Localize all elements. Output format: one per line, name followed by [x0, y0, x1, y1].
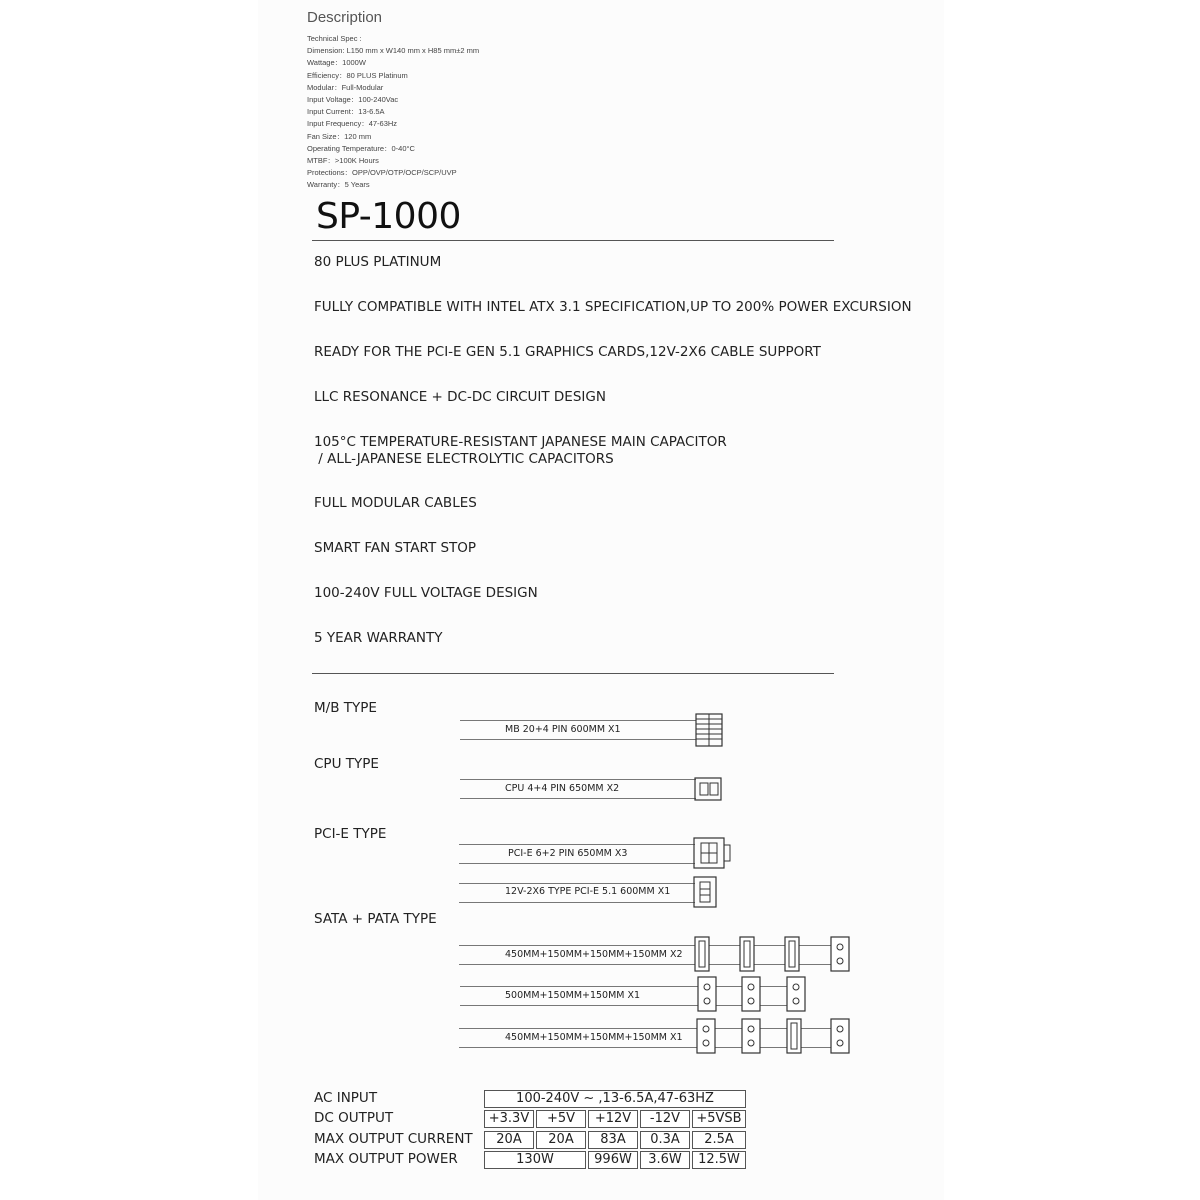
feature-item: 100-240V FULL VOLTAGE DESIGN — [314, 585, 538, 601]
feature-item: 105°C TEMPERATURE-RESISTANT JAPANESE MAIN CAPACITOR / ALL-JAPANESE ELECTROLYTIC CAPACITORS — [314, 434, 727, 467]
sata-connector-icon — [783, 935, 803, 975]
spec-line: Dimension: L150 mm x W140 mm x H85 mm±2 mm — [307, 46, 480, 56]
cable-type-cpu: CPU TYPE — [314, 756, 379, 772]
pcie-8pin-connector-icon — [693, 837, 733, 871]
power-12v: 996W — [588, 1151, 638, 1169]
12v-2x6-cable-label: 12V-2X6 TYPE PCI-E 5.1 600MM X1 — [505, 886, 671, 897]
atx-24pin-connector-icon — [695, 713, 725, 747]
spec-line: MTBF：>100K Hours — [307, 156, 379, 166]
description-title: Description — [307, 9, 383, 26]
spec-line: Operating Temperature：0-40°C — [307, 143, 415, 153]
pcie-cable-label: PCI-E 6+2 PIN 650MM X3 — [508, 848, 628, 859]
feature-item: FULL MODULAR CABLES — [314, 495, 477, 511]
max-current-label: MAX OUTPUT CURRENT — [314, 1131, 473, 1147]
feature-item: SMART FAN START STOP — [314, 540, 477, 556]
molex-connector-icon — [695, 1017, 719, 1057]
12v-2x6-connector-icon — [693, 876, 721, 910]
feature-item: 5 YEAR WARRANTY — [314, 630, 443, 646]
feature-item: FULLY COMPATIBLE WITH INTEL ATX 3.1 SPECIFICATION,UP TO 200% POWER EXCURSION — [314, 299, 912, 315]
sata-cable-label: 450MM+150MM+150MM+150MM X2 — [505, 949, 683, 960]
sata-cable-label: 500MM+150MM+150MM X1 — [505, 990, 641, 1001]
technical-spec-list — [307, 33, 479, 192]
molex-connector-icon — [785, 975, 809, 1015]
power-5vsb: 12.5W — [692, 1151, 746, 1169]
current-minus-12v: 0.3A — [640, 1131, 690, 1149]
rail-5vsb: +5VSB — [692, 1110, 746, 1128]
model-title: SP-1000 — [316, 196, 461, 237]
rail-3v3: +3.3V — [484, 1110, 534, 1128]
molex-connector-icon — [696, 975, 720, 1015]
rail-minus-12v: -12V — [640, 1110, 690, 1128]
molex-connector-icon — [740, 1017, 764, 1057]
sata-connector-icon — [785, 1017, 805, 1057]
power-combined: 130W — [484, 1151, 586, 1169]
spec-line: Input Voltage：100-240Vac — [307, 95, 399, 105]
spec-line: Warranty：5 Years — [307, 180, 370, 190]
cpu-cable-label: CPU 4+4 PIN 650MM X2 — [505, 783, 620, 794]
divider — [312, 240, 834, 241]
spec-line: Fan Size：120 mm — [307, 131, 372, 141]
spec-line: Technical Spec : — [307, 34, 362, 43]
mb-cable-label: MB 20+4 PIN 600MM X1 — [505, 724, 621, 735]
power-minus-12v: 3.6W — [640, 1151, 690, 1169]
current-12v: 83A — [588, 1131, 638, 1149]
cable-type-pcie: PCI-E TYPE — [314, 826, 387, 842]
cable-type-sata: SATA + PATA TYPE — [314, 911, 437, 927]
ac-input-label: AC INPUT — [314, 1090, 378, 1106]
ac-input-value: 100-240V ~ ,13-6.5A,47-63HZ — [484, 1090, 746, 1108]
molex-connector-icon — [740, 975, 764, 1015]
feature-item: LLC RESONANCE + DC-DC CIRCUIT DESIGN — [314, 389, 606, 405]
current-3v3: 20A — [484, 1131, 534, 1149]
eps-connector-icon — [694, 776, 724, 802]
sata-cable-label: 450MM+150MM+150MM+150MM X1 — [505, 1032, 683, 1043]
spec-line: Input Frequency：47-63Hz — [307, 119, 398, 129]
current-5v: 20A — [536, 1131, 586, 1149]
sata-connector-icon — [693, 935, 713, 975]
spec-line: Wattage：1000W — [307, 58, 366, 68]
rail-5v: +5V — [536, 1110, 586, 1128]
divider — [312, 673, 834, 674]
max-power-label: MAX OUTPUT POWER — [314, 1151, 458, 1167]
cable-type-mb: M/B TYPE — [314, 700, 377, 716]
feature-item: 80 PLUS PLATINUM — [314, 254, 442, 270]
spec-line: Input Current：13-6.5A — [307, 107, 385, 117]
dc-output-label: DC OUTPUT — [314, 1110, 394, 1126]
spec-line: Modular：Full-Modular — [307, 82, 384, 92]
molex-connector-icon — [829, 935, 853, 975]
molex-connector-icon — [829, 1017, 853, 1057]
sata-connector-icon — [738, 935, 758, 975]
current-5vsb: 2.5A — [692, 1131, 746, 1149]
feature-item: READY FOR THE PCI-E GEN 5.1 GRAPHICS CARDS,12V-2X6 CABLE SUPPORT — [314, 344, 821, 360]
spec-line: Protections：OPP/OVP/OTP/OCP/SCP/UVP — [307, 168, 457, 178]
spec-line: Efficiency：80 PLUS Platinum — [307, 70, 408, 80]
rail-12v: +12V — [588, 1110, 638, 1128]
